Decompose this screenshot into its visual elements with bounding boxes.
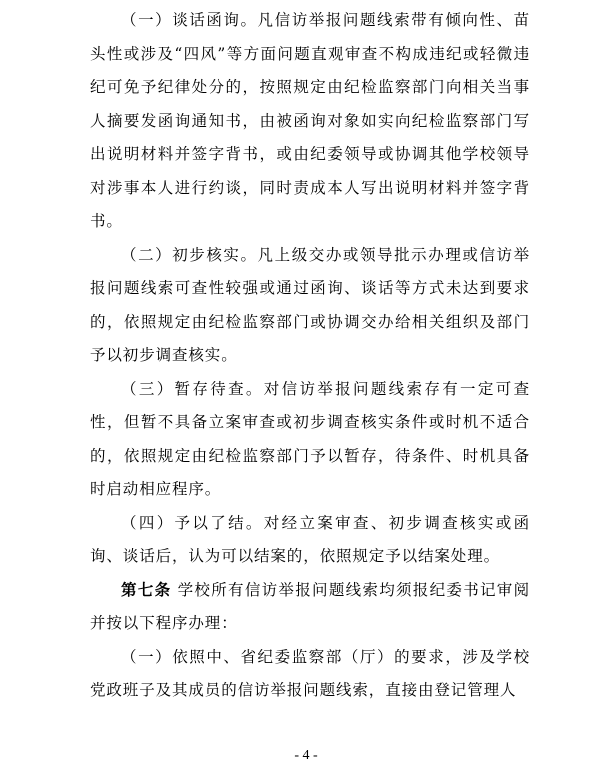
paragraph-text: （三）暂存待查。对信访举报问题线索存有一定可查性，但暂不具备立案审查或初步调查核实条件或时机不适合的，依照规定由纪检监察部门予以暂存，待条件、时机具备时启动相应程序。 <box>90 379 530 498</box>
paragraph-text: （二）初步核实。凡上级交办或领导批示办理或信访举报问题线索可查性较强或通过函询、谈话等方式未达到要求的，依照规定由纪检监察部门或协调交办给相关组织及部门予以初步调查核实。 <box>90 245 530 364</box>
paragraph-text: （一）依照中、省纪委监察部（厅）的要求，涉及学校党政班子及其成员的信访举报问题线索，直接由登记管理人 <box>90 647 530 699</box>
article-seven <box>90 574 530 641</box>
document-body <box>90 0 530 708</box>
paragraph-temporary-storage <box>90 373 530 507</box>
paragraph-text: （四）予以了结。对经立案审查、初步调查核实或函询、谈话后，认为可以结案的，依照规定予以结案处理。 <box>90 513 530 565</box>
page-number: - 4 - <box>294 748 318 763</box>
paragraph-article-seven-item-one <box>90 641 530 708</box>
paragraph-text: （一）谈话函询。凡信访举报问题线索带有倾向性、苗头性或涉及“四风”等方面问题直观审查不构成违纪或轻微违纪可免予纪律处分的，按照规定由纪检监察部门向相关当事人摘要发函询通知书，由被函询对象如实向纪检监察部门写出说明材料并签字背书，或由纪委领导或协调其他学校领导对涉事本人进行约谈，同时责成本人写出说明材料并签字背书。 <box>90 11 530 230</box>
paragraph-preliminary-verification <box>90 239 530 373</box>
paragraph-text: 学校所有信访举报问题线索均须报纪委书记审阅并按以下程序办理： <box>90 580 531 632</box>
paragraph-conclusion <box>90 507 530 574</box>
article-label: 第七条 <box>121 580 172 599</box>
paragraph-talk-inquiry <box>90 4 530 239</box>
